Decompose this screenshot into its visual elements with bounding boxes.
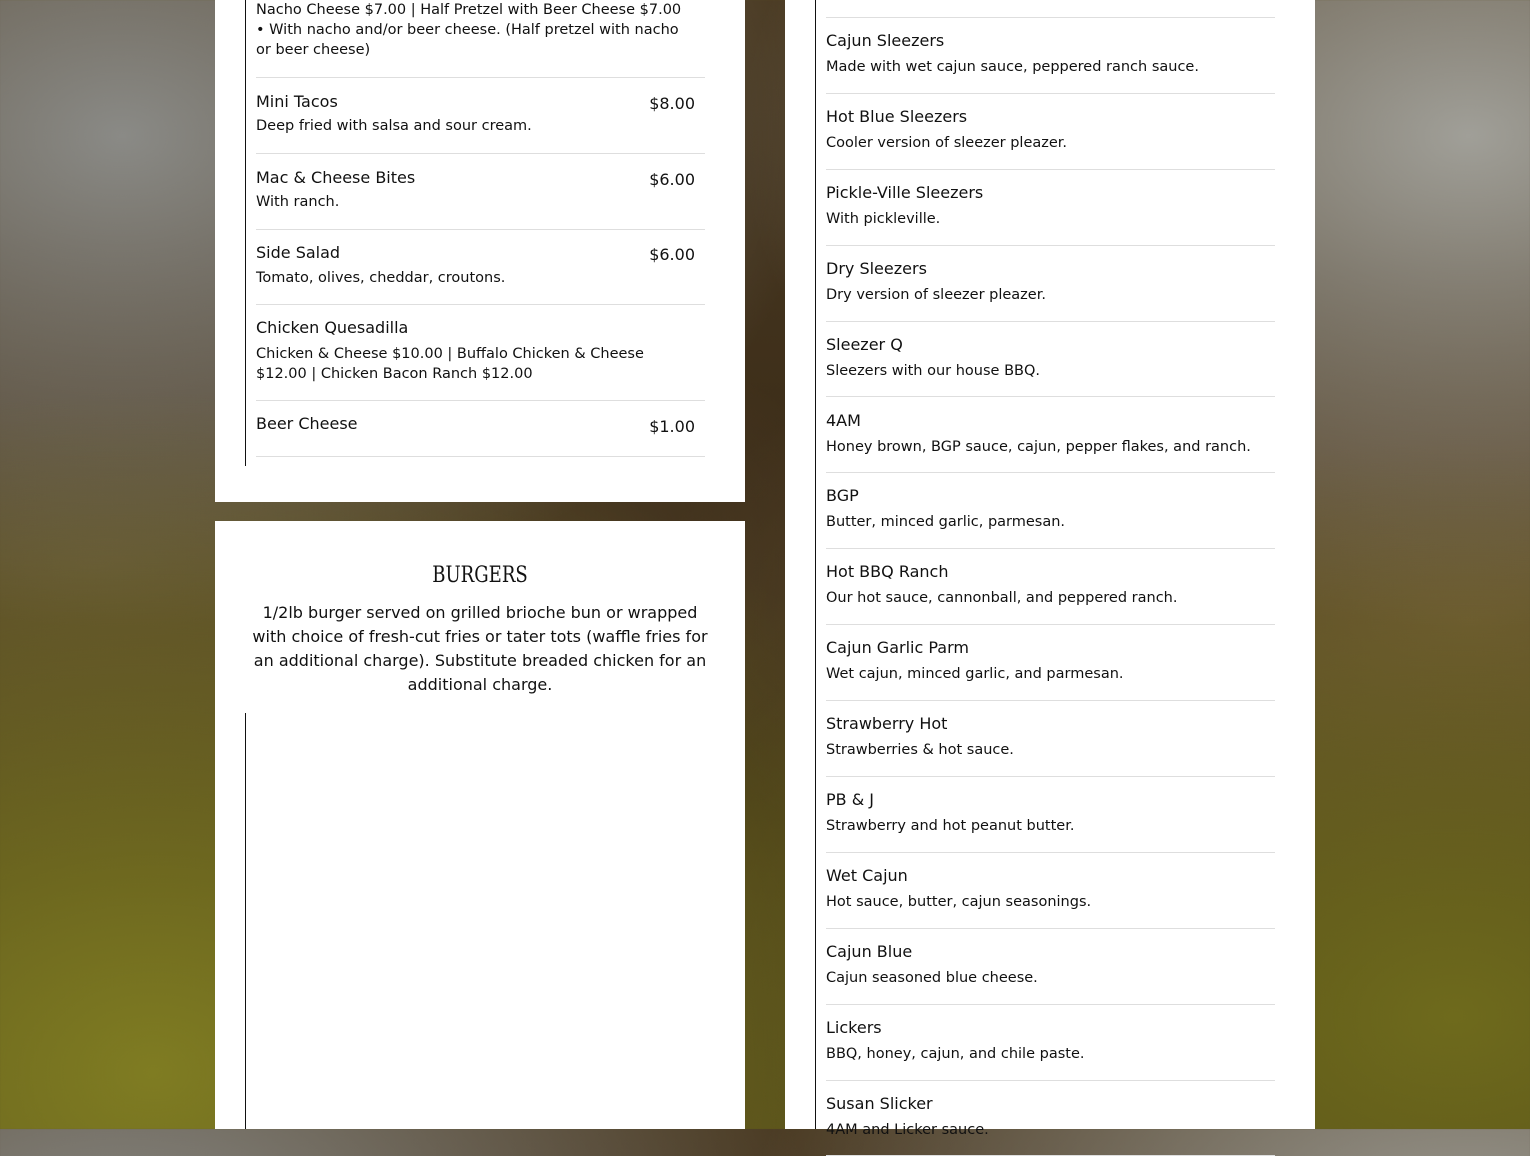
menu-item-sauce [826, 94, 1275, 170]
item-name: Susan Slicker [826, 1093, 933, 1113]
item-description: Strawberries & hot sauce. [826, 742, 1014, 759]
section-intro: 1/2lb burger served on grilled brioche bun or wrapped with choice of fresh-cut fries or tater tots (waffle fries for an additional charge). Substitute breaded chicken for an additional charge. [252, 603, 708, 694]
item-name: 4AM [826, 410, 861, 430]
item-description: Tomato, olives, cheddar, croutons. [256, 270, 506, 286]
item-name: Hot BBQ Ranch [826, 562, 949, 582]
menu-item-sauce [826, 1081, 1275, 1156]
item-description: Deep fried with salsa and sour cream. [256, 118, 532, 134]
item-description: Hot sauce, butter, cajun seasonings. [826, 893, 1092, 910]
item-description: BBQ, honey, cajun, and chile paste. [826, 1045, 1085, 1062]
item-name: Chicken Quesadilla [256, 318, 409, 337]
item-name: Cajun Blue [826, 941, 913, 961]
menu-item-sauce [826, 929, 1275, 1005]
item-description: Dry version of sleezer pleazer. [826, 286, 1046, 303]
item-name: Pickle-Ville Sleezers [826, 182, 984, 202]
menu-item-chicken-quesadilla [256, 305, 705, 401]
menu-item-mini-tacos [256, 78, 705, 154]
item-name: Dry Sleezers [826, 258, 927, 278]
item-description: With pickleville. [826, 210, 941, 227]
item-name: Cajun Garlic Parm [826, 638, 969, 658]
panel-left-border [245, 0, 246, 466]
panel-left-border [815, 0, 816, 1129]
item-description: Butter, minced garlic, parmesan. [826, 514, 1066, 531]
item-name: Lickers [826, 1017, 882, 1037]
item-price: $6.00 [649, 170, 695, 189]
menu-item-sauce [826, 549, 1275, 625]
menu-item-sauce [826, 777, 1275, 853]
menu-panel-burgers [215, 521, 745, 1129]
menu-item-beer-cheese [256, 401, 705, 457]
item-name: Mini Tacos [256, 92, 338, 111]
menu-item-pretzel [256, 0, 705, 78]
section-title: BURGERS [432, 563, 528, 588]
item-name: Strawberry Hot [826, 714, 948, 734]
item-price: $1.00 [649, 417, 695, 436]
menu-item-partial [826, 0, 1275, 18]
item-description: 4AM and Licker sauce. [826, 1121, 989, 1138]
item-description: Cooler version of sleezer pleazer. [826, 134, 1068, 151]
menu-item-sauce [826, 18, 1275, 94]
item-name: Mac & Cheese Bites [256, 168, 416, 187]
menu-item-sauce [826, 853, 1275, 929]
item-name: Cajun Sleezers [826, 31, 945, 50]
menu-item-sauce [826, 701, 1275, 777]
item-name: Sleezer Q [826, 334, 903, 354]
menu-panel-wings-sauces [785, 0, 1315, 1138]
item-name: BGP [826, 486, 859, 506]
item-description: Made with wet cajun sauce, peppered ranch sauce. [826, 59, 1199, 75]
item-description: Our hot sauce, cannonball, and peppered ranch. [826, 590, 1178, 607]
item-description: Chicken & Cheese $10.00 | Buffalo Chicken & Cheese $12.00 | Chicken Bacon Ranch $12.00 [256, 346, 644, 382]
menu-item-side-salad [256, 230, 705, 305]
item-name: PB & J [826, 790, 874, 809]
menu-item-sauce [826, 625, 1275, 701]
menu-item-sauce [826, 170, 1275, 246]
menu-item-sauce [826, 322, 1275, 398]
menu-item-sauce [826, 1005, 1275, 1081]
menu-item-sauce [826, 398, 1275, 474]
item-description: Honey brown, BGP sauce, cajun, pepper flakes, and ranch. [826, 438, 1251, 455]
item-description: Sleezers with our house BBQ. [826, 362, 1040, 379]
menu-item-sauce [826, 246, 1275, 322]
item-price: $6.00 [649, 245, 695, 264]
item-description: Nacho Cheese $7.00 | Half Pretzel with Beer Cheese $7.00 • With nacho and/or beer cheese. (Half pretzel with nacho or beer cheese) [256, 2, 682, 58]
item-name: Wet Cajun [826, 865, 908, 885]
item-name: Hot Blue Sleezers [826, 106, 968, 126]
menu-panel-appetizers [215, 0, 745, 502]
item-description: With ranch. [256, 194, 340, 210]
menu-item-mac-cheese-bites [256, 154, 705, 230]
item-price: $8.00 [649, 94, 695, 113]
menu-item-sauce [826, 473, 1275, 549]
item-name: Beer Cheese [256, 414, 358, 433]
item-description: Cajun seasoned blue cheese. [826, 969, 1038, 986]
item-description: Wet cajun, minced garlic, and parmesan. [826, 666, 1124, 683]
item-name: Side Salad [256, 243, 341, 262]
panel-left-border [245, 713, 246, 1129]
item-description: Strawberry and hot peanut butter. [826, 818, 1075, 834]
